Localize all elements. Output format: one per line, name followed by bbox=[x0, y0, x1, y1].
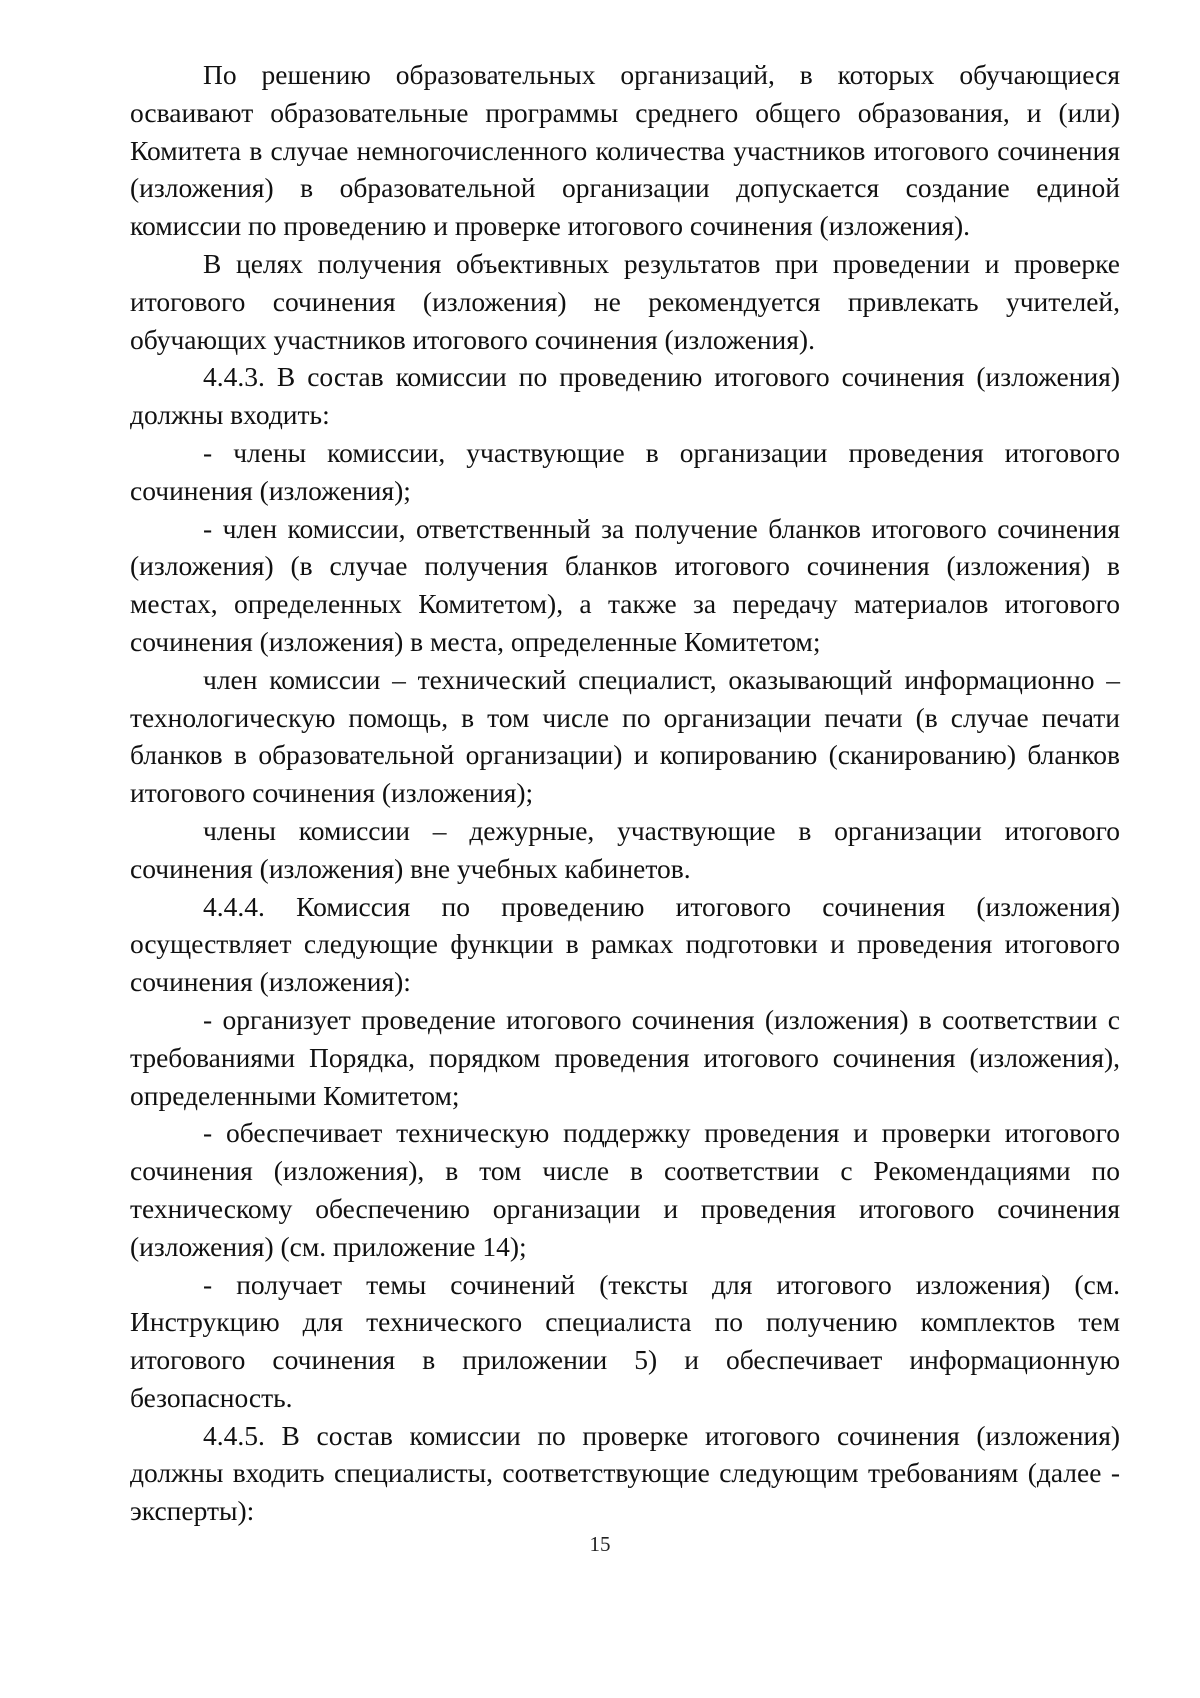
paragraph-4-4-4: 4.4.4. Комиссия по проведению итогового сочинения (изложения) осуществляет следующие функции в рамках подготовки и проведения итогового сочинения (изложения): bbox=[130, 890, 1120, 998]
paragraph-4-4-5: 4.4.5. В состав комиссии по проверке итогового сочинения (изложения) должны входить специалисты, соответствующие следующим требованиям (далее - эксперты): bbox=[130, 1419, 1120, 1527]
list-item-responsible-member: - член комиссии, ответственный за получение бланков итогового сочинения (изложения) (в случае получения бланков итогового сочинения (изложения) в местах, определенных Комитетом), а также за передачу материалов итогового сочинения (изложения) в места, определенные Комитетом; bbox=[130, 512, 1120, 657]
document-body bbox=[130, 56, 1120, 1530]
paragraph-4-4-3: 4.4.3. В состав комиссии по проведению итогового сочинения (изложения) должны входить: bbox=[130, 361, 1120, 431]
paragraph-joint-commission: По решению образовательных организаций, в которых обучающиеся осваивают образовательные программы среднего общего образования, и (или) Комитета в случае немногочисленного количества участников итогового сочинения (изложения) в образовательной организации допускается создание единой комиссии по проведению и проверке итогового сочинения (изложения). bbox=[130, 59, 1120, 242]
list-item-technical-specialist: член комиссии – технический специалист, оказывающий информационно – технологическую помощь, в том числе по организации печати (в случае печати бланков в образовательной организации) и копированию (сканированию) бланков итогового сочинения (изложения); bbox=[130, 663, 1120, 809]
list-item-receives-topics: - получает темы сочинений (тексты для итогового изложения) (см. Инструкцию для технического специалиста по получению комплектов тем итогового сочинения в приложении 5) и обеспечивает информационную безопасность. bbox=[130, 1268, 1120, 1413]
list-item-commission-members: - члены комиссии, участвующие в организации проведения итогового сочинения (изложения); bbox=[130, 436, 1120, 506]
page-number: 15 bbox=[589, 1532, 611, 1556]
list-item-technical-support: - обеспечивает техническую поддержку проведения и проверки итогового сочинения (изложения), в том числе в соответствии с Рекомендациями по техническому обеспечению организации и проведения итогового сочинения (изложения) (см. приложение 14); bbox=[130, 1117, 1120, 1262]
paragraph-objective-results: В целях получения объективных результатов при проведении и проверке итогового сочинения (изложения) не рекомендуется привлекать учителей, обучающих участников итогового сочинения (изложения). bbox=[130, 247, 1120, 355]
list-item-duty-members: члены комиссии – дежурные, участвующие в организации итогового сочинения (изложения) вне учебных кабинетов. bbox=[130, 814, 1120, 884]
list-item-organizes: - организует проведение итогового сочинения (изложения) в соответствии с требованиями Порядка, порядком проведения итогового сочинения (изложения), определенными Комитетом; bbox=[130, 1003, 1120, 1111]
